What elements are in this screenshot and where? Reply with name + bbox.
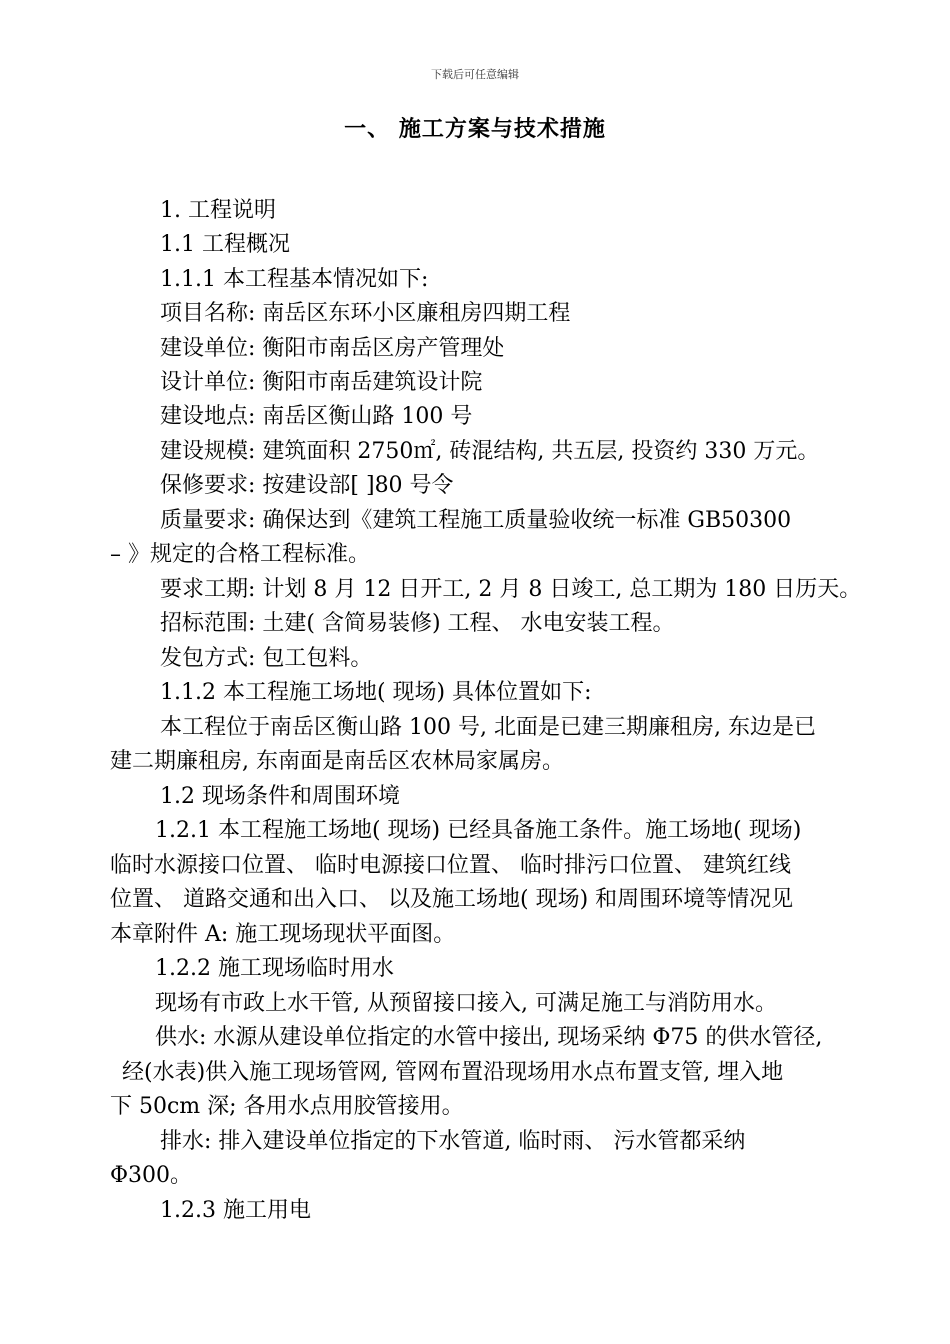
location-line-1: 本工程位于南岳区衡山路 100 号, 北面是已建三期廉租房, 东边是已: [160, 715, 816, 740]
conditions-line-1: 1.2.1 本工程施工场地( 现场) 已经具备施工条件。施工场地( 现场): [155, 818, 802, 843]
builder-line: 建设单位: 衡阳市南岳区房产管理处: [160, 336, 505, 361]
section-heading-1-2-2: 1.2.2 施工现场临时用水: [155, 956, 394, 981]
bid-scope-line: 招标范围: 土建( 含简易装修) 工程、 水电安装工程。: [160, 611, 675, 636]
header-note: 下载后可任意编辑: [431, 68, 519, 81]
drainage-line-1: 排水: 排入建设单位指定的下水管道, 临时雨、 污水管都采纳: [160, 1129, 746, 1154]
project-name-line: 项目名称: 南岳区东环小区廉租房四期工程: [160, 301, 571, 326]
water-line-4: 下 50cm 深; 各用水点用胶管接用。: [110, 1094, 464, 1119]
period-line: 要求工期: 计划 8 月 12 日开工, 2 月 8 日竣工, 总工期为 180 日历天。: [160, 577, 862, 602]
drainage-line-2: Φ300。: [110, 1163, 193, 1188]
section-heading-1-1-2: 1.1.2 本工程施工场地( 现场) 具体位置如下:: [160, 680, 592, 705]
conditions-line-4: 本章附件 A: 施工现场现状平面图。: [110, 922, 456, 947]
section-heading-1: 1. 工程说明: [160, 198, 276, 223]
conditions-line-2: 临时水源接口位置、 临时电源接口位置、 临时排污口位置、 建筑红线: [110, 853, 791, 878]
document-title: 一、 施工方案与技术措施: [344, 117, 606, 142]
site-line: 建设地点: 南岳区衡山路 100 号: [160, 404, 473, 429]
section-heading-1-2: 1.2 现场条件和周围环境: [160, 784, 400, 809]
designer-line: 设计单位: 衡阳市南岳建筑设计院: [160, 370, 483, 395]
water-line-1: 现场有市政上水干管, 从预留接口接入, 可满足施工与消防用水。: [155, 991, 777, 1016]
water-line-2: 供水: 水源从建设单位指定的水管中接出, 现场采纳 Φ75 的供水管径,: [155, 1025, 823, 1050]
location-line-2: 建二期廉租房, 东南面是南岳区农林局家属房。: [110, 749, 564, 774]
warranty-line: 保修要求: 按建设部[ ]80 号令: [160, 473, 454, 498]
contract-line: 发包方式: 包工包料。: [160, 646, 373, 671]
scale-line: 建设规模: 建筑面积 2750㎡, 砖混结构, 共五层, 投资约 330 万元。: [160, 439, 820, 464]
quality-line-2: – 》规定的合格工程标准。: [110, 542, 370, 567]
water-line-3: 经(水表)供入施工现场管网, 管网布置沿现场用水点布置支管, 埋入地: [122, 1060, 784, 1085]
section-heading-1-1: 1.1 工程概况: [160, 232, 290, 257]
section-heading-1-1-1: 1.1.1 本工程基本情况如下:: [160, 267, 429, 292]
section-heading-1-2-3: 1.2.3 施工用电: [160, 1198, 311, 1223]
quality-line-1: 质量要求: 确保达到《建筑工程施工质量验收统一标准 GB50300: [160, 508, 792, 533]
conditions-line-3: 位置、 道路交通和出入口、 以及施工场地( 现场) 和周围环境等情况见: [110, 887, 794, 912]
